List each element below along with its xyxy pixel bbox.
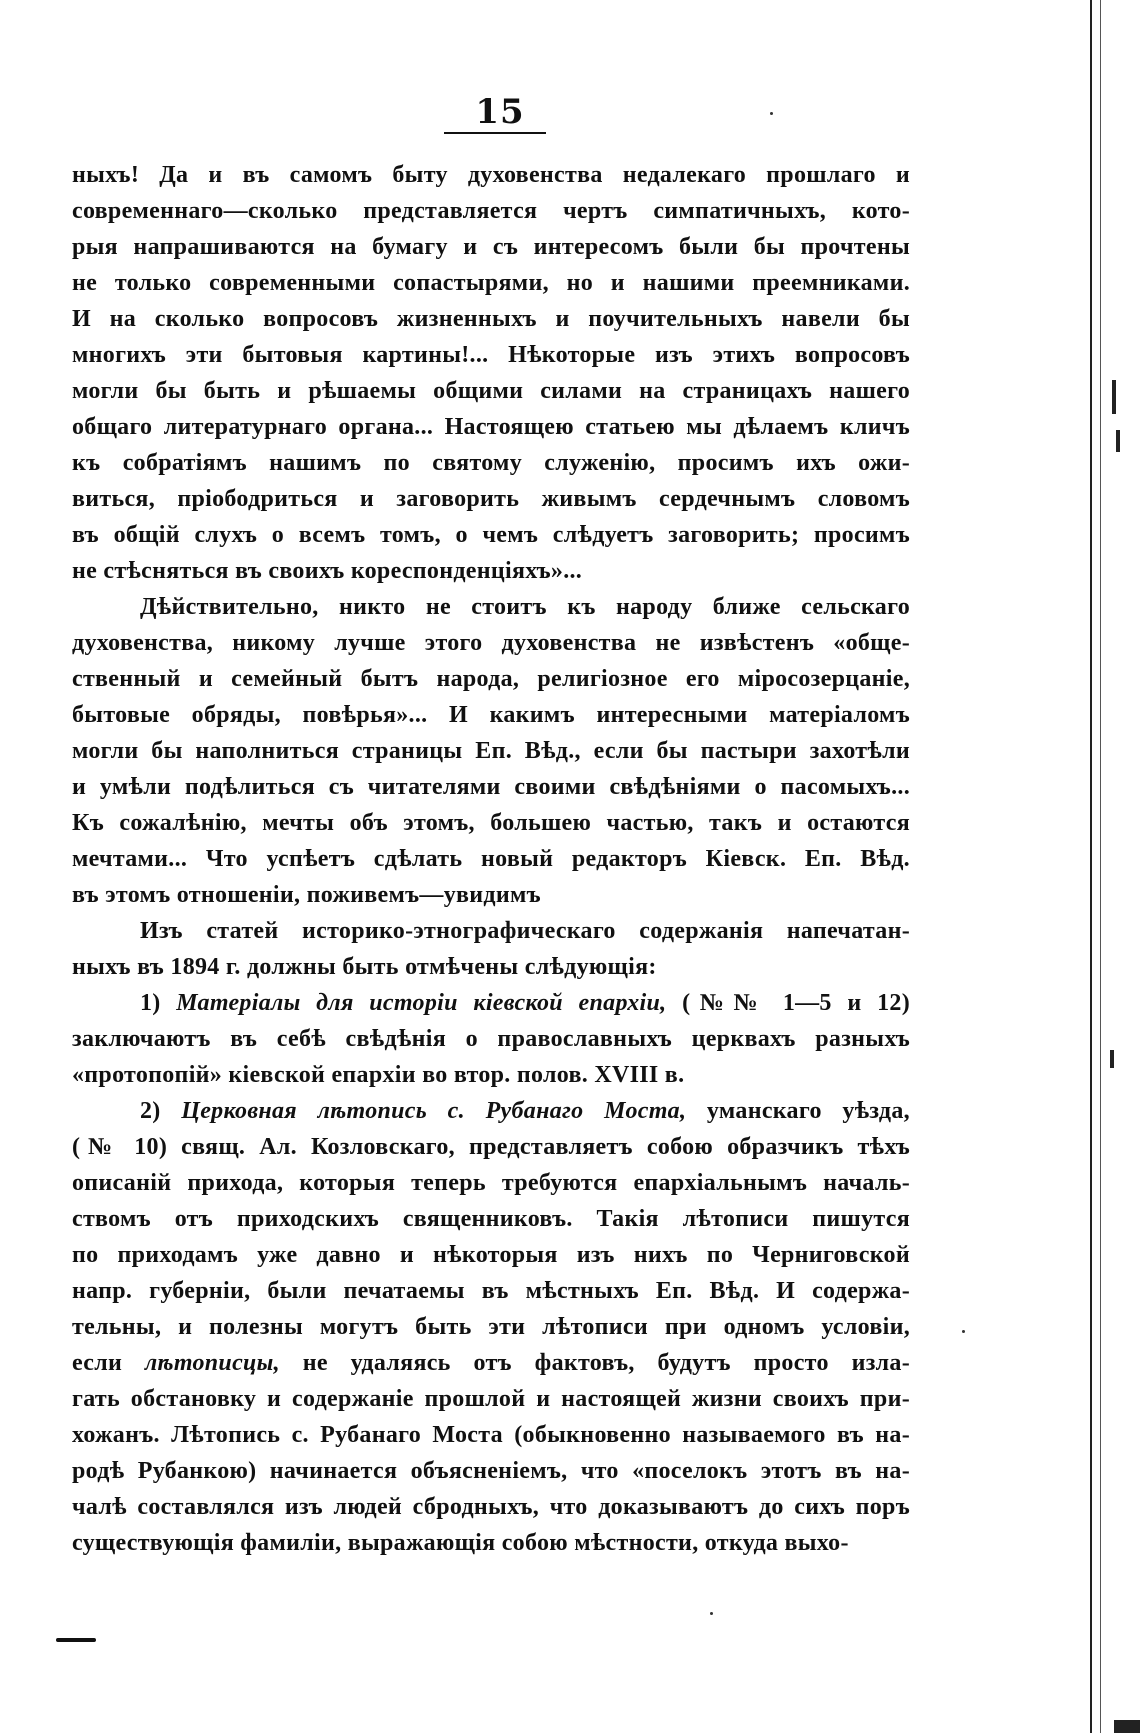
italic-title: Церковная лѣтопись с. Рубанаго Моста, [181,1098,687,1124]
page-number: 15 [475,92,525,132]
text-line [72,913,910,949]
text-run: «протопопій» кіевской епархіи во втор. полов. XVIII в. [72,1062,685,1088]
speck [710,1612,713,1615]
paragraph [72,1093,910,1561]
text-line [72,1309,910,1345]
text-run: не только современными сопастырями, но и нашими преемниками. [72,270,910,296]
text-line [72,1057,910,1093]
text-run: въ этомъ отношеніи, поживемъ—увидимъ [72,882,541,908]
binding-edge-rule [1100,0,1101,1733]
paragraph [72,589,910,913]
text-line [72,1021,910,1057]
text-run: могли бы быть и рѣшаемы общими силами на страницахъ нашего [72,378,910,404]
text-run: 1) [140,990,177,1016]
text-run: ствомъ отъ приходскихъ священниковъ. Такія лѣтописи пишутся [72,1206,910,1232]
text-run: описаній прихода, которыя теперь требуются епархіальнымъ началь- [72,1170,910,1196]
text-line [72,733,910,769]
text-line [72,1273,910,1309]
text-run: родѣ Рубанкою) начинается объясненіемъ, что «поселокъ этотъ въ на- [72,1458,910,1484]
text-line [72,949,910,985]
text-line [72,517,910,553]
text-line [72,553,910,589]
text-run: многихъ эти бытовыя картины!... Нѣкоторые изъ этихъ вопросовъ [72,342,910,368]
text-line [72,1417,910,1453]
text-line [72,373,910,409]
text-run: по приходамъ уже давно и нѣкоторыя изъ нихъ по Черниговской [72,1242,910,1268]
text-run: 2) [140,1098,182,1124]
text-line [72,1489,910,1525]
edge-tick [1114,1720,1140,1733]
text-run: ныхъ въ 1894 г. должны быть отмѣчены слѣдующія: [72,954,657,980]
text-line [72,1237,910,1273]
text-line [72,1525,910,1561]
text-line [72,625,910,661]
text-line [72,1453,910,1489]
paragraph [72,913,910,985]
edge-tick [1110,1050,1114,1068]
text-run: духовенства, никому лучше этого духовенства не извѣстенъ «обще- [72,630,910,656]
body-text [72,157,910,1561]
text-run: заключаютъ въ себѣ свѣдѣнія о православныхъ церквахъ разныхъ [72,1026,910,1052]
text-line [72,265,910,301]
text-run: не удаляясь отъ фактовъ, будутъ просто изла- [279,1350,910,1376]
text-run: въ общій слухъ о всемъ томъ, о чемъ слѣдуетъ заговорить; просимъ [72,522,910,548]
edge-tick [1116,430,1120,452]
text-line [72,1129,910,1165]
text-run: ственный и семейный бытъ народа, религіозное его міросозерцаніе, [72,666,910,692]
text-run: общаго литературнаго органа... Настоящею статьею мы дѣлаемъ кличъ [72,414,910,440]
text-run: не стѣсняться въ своихъ кореспонденціяхъ»... [72,558,583,584]
speck [962,1330,965,1333]
paragraph [72,157,910,589]
text-run: мечтами... Что успѣетъ сдѣлать новый редакторъ Кіевск. Еп. Вѣд. [72,846,910,872]
text-line [72,337,910,373]
text-line [72,805,910,841]
text-line [72,769,910,805]
text-line [72,1201,910,1237]
italic-title: Матеріалы для исторіи кіевской епархіи, [176,990,667,1016]
text-line [72,589,910,625]
text-line [72,445,910,481]
page-number-rule [444,132,546,134]
text-run: виться, пріободриться и заговорить живымъ сердечнымъ словомъ [72,486,910,512]
binding-edge-rule [1090,0,1092,1733]
text-line [72,301,910,337]
text-run: и умѣли подѣлиться съ читателями своими свѣдѣніями о пасомыхъ... [72,774,910,800]
text-line [72,481,910,517]
text-run: тельны, и полезны могутъ быть эти лѣтописи при одномъ условіи, [72,1314,910,1340]
text-run: могли бы наполниться страницы Еп. Вѣд., если бы пастыри захотѣли [72,738,910,764]
text-run: бытовые обряды, повѣрья»... И какимъ интересными матеріаломъ [72,702,910,728]
text-run: И на сколько вопросовъ жизненныхъ и поучительныхъ навели бы [72,306,910,332]
italic-title: лѣтописцы, [144,1350,280,1376]
text-line [72,193,910,229]
text-line [72,1381,910,1417]
text-line [72,697,910,733]
dash-mark [56,1638,96,1642]
text-line [72,1345,910,1381]
text-run: (№ 10) свящ. Ал. Козловскаго, представляетъ собою образчикъ тѣхъ [72,1134,910,1160]
text-run: если [72,1350,145,1376]
text-run: ныхъ! Да и въ самомъ быту духовенства недалекаго прошлаго и [72,162,910,188]
text-run: Дѣйствительно, никто не стоитъ къ народу ближе сельскаго [140,594,910,620]
text-run: хожанъ. Лѣтопись с. Рубанаго Моста (обыкновенно называемого въ на- [72,1422,910,1448]
text-run: уманскаго уѣзда, [686,1098,910,1124]
text-line [72,1093,910,1129]
text-run: гать обстановку и содержаніе прошлой и настоящей жизни своихъ при- [72,1386,910,1412]
paragraph [72,985,910,1093]
text-line [72,877,910,913]
text-line [72,985,910,1021]
text-run: къ собратіямъ нашимъ по святому служенію, просимъ ихъ ожи- [72,450,910,476]
text-run: Изъ статей историко-этнографическаго содержанія напечатан- [140,918,910,944]
speck [770,112,773,115]
text-run: рыя напрашиваются на бумагу и съ интересомъ были бы прочтены [72,234,910,260]
text-run: существующія фамиліи, выражающія собою мѣстности, откуда выхо- [72,1530,849,1556]
text-run: современнаго—сколько представляется чертъ симпатичныхъ, кото- [72,198,910,224]
edge-tick [1112,380,1116,414]
text-line [72,157,910,193]
text-run: Къ сожалѣнію, мечты объ этомъ, большею частью, такъ и остаются [72,810,910,836]
text-line [72,229,910,265]
text-line [72,841,910,877]
text-line [72,1165,910,1201]
text-run: чалѣ составлялся изъ людей сбродныхъ, что доказываютъ до сихъ поръ [72,1494,910,1520]
text-line [72,661,910,697]
text-run: напр. губерніи, были печатаемы въ мѣстныхъ Еп. Вѣд. И содержа- [72,1278,910,1304]
text-line [72,409,910,445]
text-run: (№№ 1—5 и 12) [666,990,910,1016]
